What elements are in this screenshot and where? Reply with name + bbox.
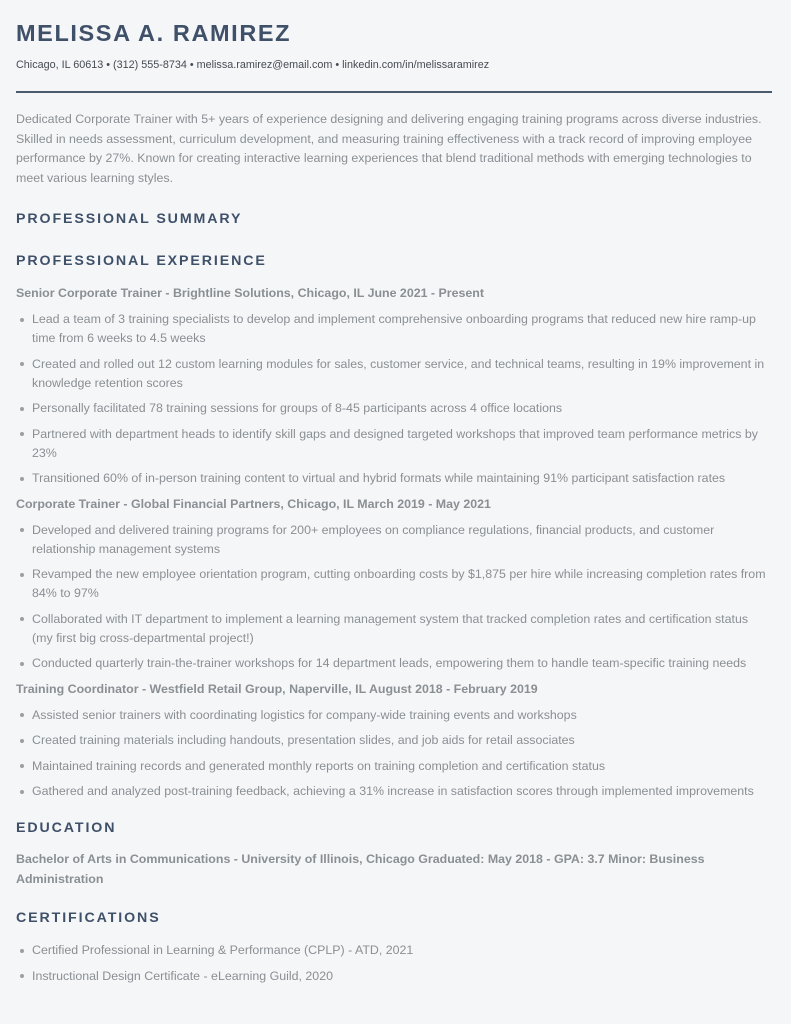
list-item: Revamped the new employee orientation program, cutting onboarding costs by $1,875 per hire while increasing completion rates from 84% to 97%	[16, 565, 772, 603]
list-item: Developed and delivered training programs for 200+ employees on compliance regulations, financial products, and customer relationship management systems	[16, 521, 772, 559]
list-item: Transitioned 60% of in-person training content to virtual and hybrid formats while maintaining 91% participant satisfaction rates	[16, 469, 772, 488]
certification-list	[16, 941, 772, 986]
list-item: Lead a team of 3 training specialists to develop and implement comprehensive onboarding programs that reduced new hire ramp-up time from 6 weeks to 4.5 weeks	[16, 310, 772, 348]
job-title: Senior Corporate Trainer - Brightline Solutions, Chicago, IL June 2021 - Present	[16, 286, 484, 300]
job-title: Corporate Trainer - Global Financial Partners, Chicago, IL March 2019 - May 2021	[16, 496, 491, 511]
section-title-experience: PROFESSIONAL EXPERIENCE	[16, 253, 267, 269]
job-title: Training Coordinator - Westfield Retail Group, Naperville, IL August 2018 - February 2019	[16, 681, 538, 696]
contact-line: Chicago, IL 60613 • (312) 555-8734 • melissa.ramirez@email.com • linkedin.com/in/melissaramirez	[16, 59, 490, 71]
section-title-summary: PROFESSIONAL SUMMARY	[16, 211, 243, 227]
list-item: Conducted quarterly train-the-trainer workshops for 14 department leads, empowering them to handle team-specific training needs	[16, 654, 772, 673]
header-divider	[16, 91, 772, 93]
job-entry	[16, 284, 772, 488]
list-item: Gathered and analyzed post-training feedback, achieving a 31% increase in satisfaction scores through implemented improvements	[16, 782, 772, 801]
job-bullets	[16, 521, 772, 674]
list-item: Certified Professional in Learning & Performance (CPLP) - ATD, 2021	[16, 941, 772, 960]
list-item: Collaborated with IT department to implement a learning management system that tracked completion rates and certification status (my first big cross-departmental project!)	[16, 610, 772, 648]
job-entry	[16, 680, 772, 802]
intro-paragraph: Dedicated Corporate Trainer with 5+ years of experience designing and delivering engaging training programs across diverse industries. Skilled in needs assessment, curriculum development, and measuring training effectiveness with a track record of improving employee performance by 27%. Known for creating interactive learning experiences that blend traditional methods with emerging technologies to meet various learning styles.	[16, 112, 762, 185]
list-item: Personally facilitated 78 training sessions for groups of 8-45 participants across 4 office locations	[16, 399, 772, 418]
list-item: Instructional Design Certificate - eLearning Guild, 2020	[16, 967, 772, 986]
list-item: Partnered with department heads to identify skill gaps and designed targeted workshops that improved team performance metrics by 23%	[16, 425, 772, 463]
education-entry: Bachelor of Arts in Communications - University of Illinois, Chicago Graduated: May 2018 - GPA: 3.7 Minor: Business Administration	[16, 852, 705, 886]
section-title-certifications: CERTIFICATIONS	[16, 910, 161, 926]
job-bullets	[16, 310, 772, 488]
list-item: Assisted senior trainers with coordinating logistics for company-wide training events and workshops	[16, 706, 772, 725]
list-item: Created and rolled out 12 custom learning modules for sales, customer service, and technical teams, resulting in 19% improvement in knowledge retention scores	[16, 355, 772, 393]
list-item: Maintained training records and generated monthly reports on training completion and certification status	[16, 757, 772, 776]
job-bullets	[16, 706, 772, 802]
job-entry	[16, 495, 772, 674]
section-title-education: EDUCATION	[16, 820, 117, 836]
candidate-name: MELISSA A. RAMIREZ	[16, 20, 292, 46]
list-item: Created training materials including handouts, presentation slides, and job aids for retail associates	[16, 731, 772, 750]
